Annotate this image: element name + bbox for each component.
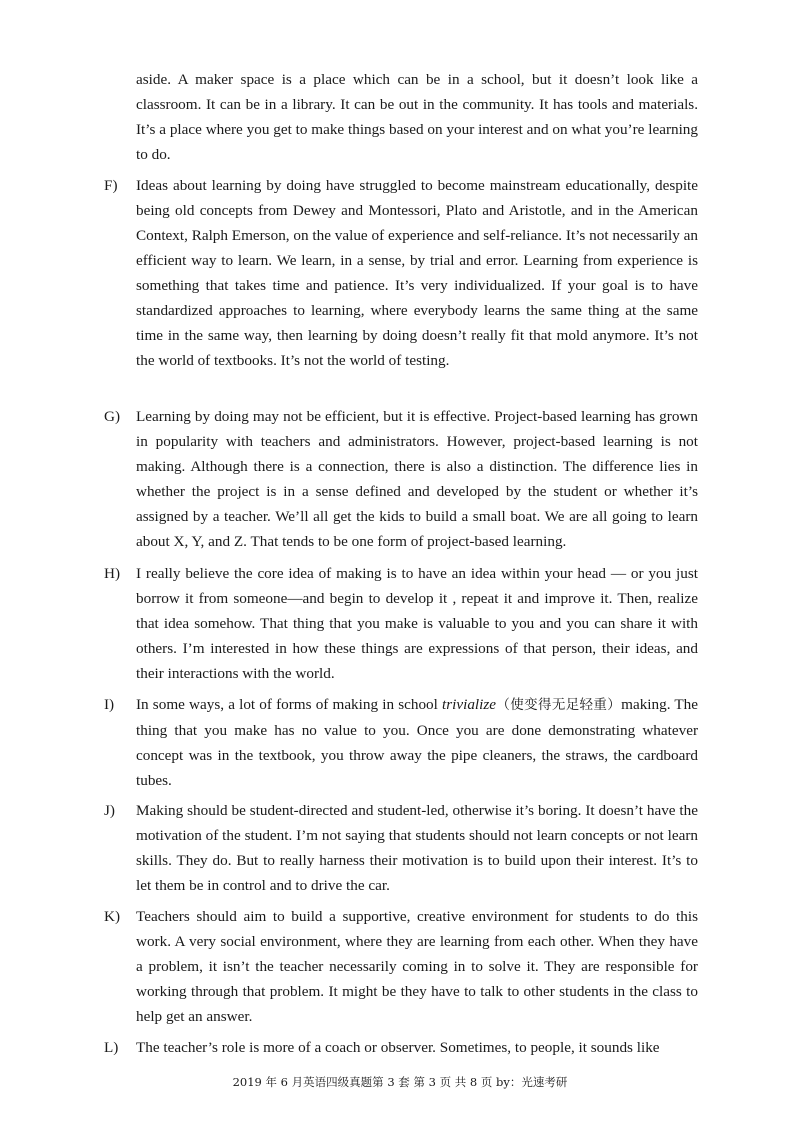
paragraph-letter: F)	[104, 177, 118, 194]
paragraph-h	[104, 561, 698, 686]
paragraph-text: Learning by doing may not be efficient, but it is effective. Project-based learning has grown in popularity with teachers and administrators. However, project-based learning is not making. Although there is a connection, there is also a distinction. The difference lies in whether the project is in a sense defined and developed by the student or whether it’s assigned by a teacher. We’ll all get the kids to build a small boat. We are all going to learn about X, Y, and Z. That tends to be one form of project-based learning.	[136, 408, 698, 550]
paragraph-letter: L)	[104, 1039, 119, 1056]
paragraph-j	[104, 798, 698, 898]
paragraph-text: Making should be student-directed and student-led, otherwise it’s boring. It doesn’t have the motivation of the student. I’m not saying that students should not learn concepts or not learn skills. They do. But to really harness their motivation is to build upon their interest. It’s to let them be in control and to drive the car.	[136, 802, 698, 894]
text-after: making. The thing that you make has no value to you. Once you are done demonstrating whatever concept was in the textbook, you throw away the pipe cleaners, the straws, the cardboard tubes.	[136, 696, 699, 789]
paragraph-k	[104, 904, 698, 1029]
paragraph-text	[136, 692, 698, 793]
paragraph-text: I really believe the core idea of making is to have an idea within your head — or you just borrow it from someone—and begin to develop it , repeat it and improve it. Then, realize that idea somehow. That thing that you make is valuable to you and you can share it with others. I’m interested in how these things are expressions of that person, their ideas, and their interactions with the world.	[136, 565, 698, 682]
paragraph-text: Ideas about learning by doing have struggled to become mainstream educationally, despite being old concepts from Dewey and Montessori, Plato and Aristotle, and in the American Context, Ralph Emerson, on the value of experience and self-reliance. It’s not necessarily an efficient way to learn. We learn, in a sense, by trial and error. Learning from experience is something that takes time and patience. It’s very individualized. If your goal is to have standardized approaches to learning, where everybody learns the same thing at the same time in the same way, then learning by doing doesn’t really fit that mold anymore. It’s not the world of textbooks. It’s not the world of testing.	[136, 177, 698, 369]
page-footer: 2019 年 6 月英语四级真题第 3 套 第 3 页 共 8 页 by：光速考研	[232, 1075, 568, 1089]
paragraph-text: Teachers should aim to build a supportive, creative environment for students to do this work. A very social environment, where they are learning from each other. When they have a problem, it isn’t the teacher necessarily coming in to solve it. They are responsible for working through that problem. It might be they have to talk to other students in the class to help get an answer.	[136, 908, 698, 1025]
paragraph-text: The teacher’s role is more of a coach or observer. Sometimes, to people, it sounds like	[136, 1039, 660, 1056]
chinese-gloss: （使变得无足轻重）	[496, 697, 622, 713]
paragraph-letter: I)	[104, 696, 115, 713]
text-before: In some ways, a lot of forms of making in school	[136, 696, 443, 713]
paragraph-l	[104, 1035, 698, 1060]
paragraph-text: aside. A maker space is a place which can be in a school, but it doesn’t look like a classroom. It can be in a library. It can be out in the community. It has tools and materials. It’s a place where you get to make things based on your interest and on what you’re learning to do.	[136, 71, 698, 163]
paragraph-i	[104, 692, 698, 793]
paragraph-letter: G)	[104, 408, 121, 425]
paragraph-letter: K)	[104, 908, 121, 925]
vocabulary-term: trivialize	[442, 696, 497, 713]
paragraph-letter: H)	[104, 565, 121, 582]
paragraph-letter: J)	[104, 802, 115, 819]
paragraph-f	[104, 173, 698, 373]
paragraph-e-continuation	[104, 67, 698, 167]
paragraph-g	[104, 404, 698, 554]
